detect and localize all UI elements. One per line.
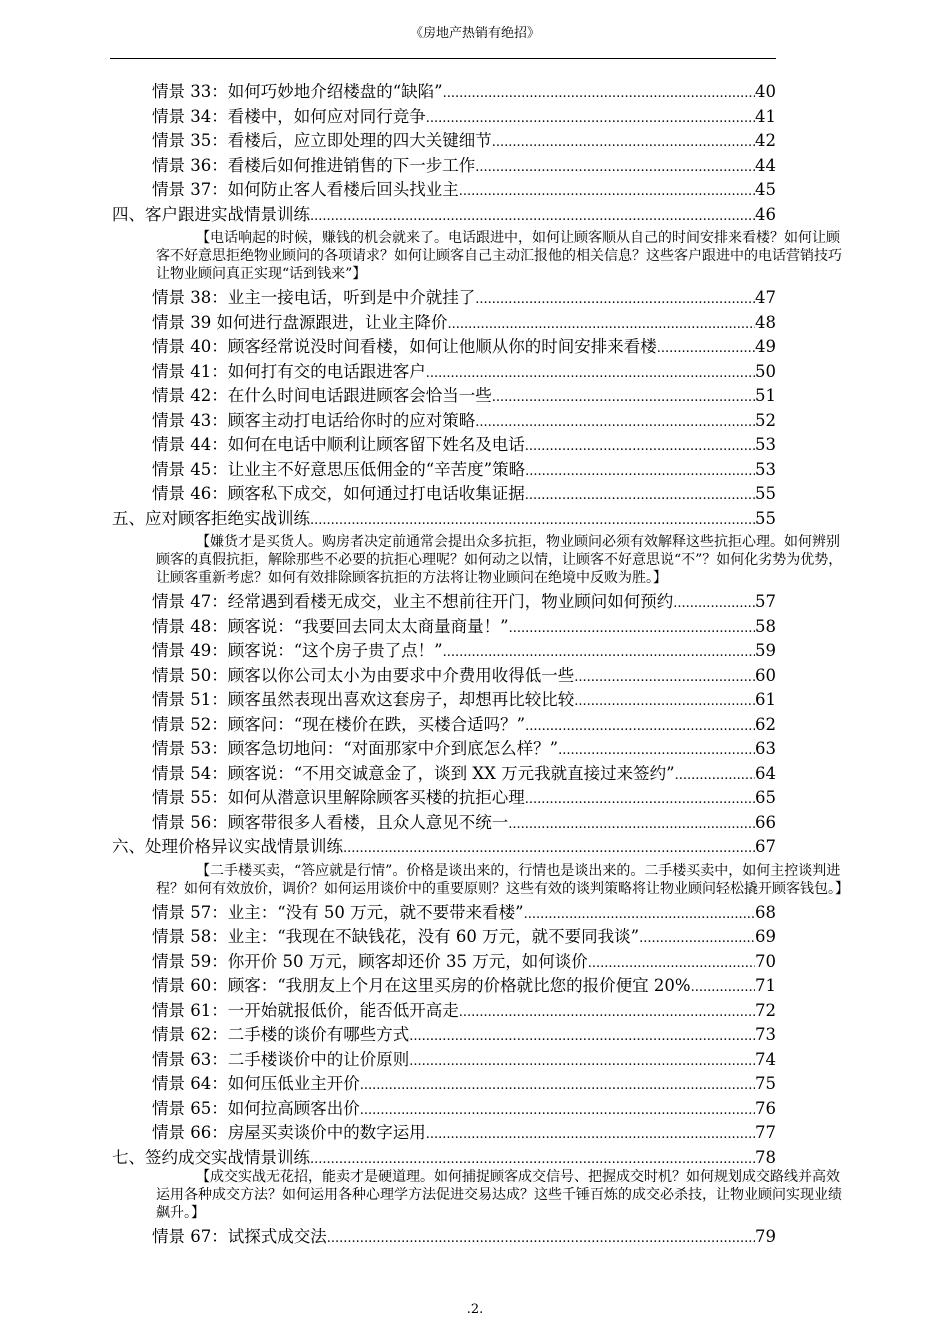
leader-dots xyxy=(525,719,755,734)
entry-label: 情景 61：一开始就报低价，能否低开高走 xyxy=(152,1000,459,1020)
toc-section-5[interactable] xyxy=(0,505,776,530)
page-number: 48 xyxy=(755,312,776,332)
toc-entry[interactable] xyxy=(0,588,776,613)
entry-label: 情景 65：如何拉高顾客出价 xyxy=(152,1098,360,1118)
entry-label: 情景 38：业主一接电话，听到是中介就挂了 xyxy=(152,288,476,307)
page-number: 62 xyxy=(755,714,776,734)
leader-dots xyxy=(525,488,755,503)
section-label: 五、应对顾客拒绝实战训练 xyxy=(112,508,310,528)
entry-label: 情景 56：顾客带很多人看楼，且众人意见不统一 xyxy=(152,812,509,832)
page-number: 77 xyxy=(755,1123,776,1142)
toc-entry[interactable] xyxy=(0,1095,776,1120)
page-number: 45 xyxy=(755,180,776,199)
page-header: 《房地产热销有绝招》 xyxy=(409,26,540,41)
leader-dots xyxy=(673,596,755,611)
entry-label: 情景 40：顾客经常说没时间看楼，如何让他顺从你的时间安排来看楼 xyxy=(152,337,657,356)
leader-dots xyxy=(492,135,755,150)
entry-label: 情景 58：业主：“我现在不缺钱花，没有 60 万元，就不要同我谈” xyxy=(152,927,640,946)
toc-group-4 xyxy=(0,284,950,505)
toc-entry[interactable] xyxy=(0,809,776,834)
entry-label: 情景 47：经常遇到看楼无成交，业主不想前往开门，物业顾问如何预约 xyxy=(152,592,674,611)
leader-dots xyxy=(459,184,755,199)
entry-label: 情景 39 如何进行盘源跟进，让业主降价 xyxy=(152,312,448,332)
page-footer: .2. xyxy=(466,1302,484,1317)
section-description: 【电话响起的时候，赚钱的机会就来了。电话跟进中，如何让顾客顺从自己的时间安排来看楼？如何让顾客不好意思拒绝物业顾问的各项请求？如何让顾客自己主动汇报他的相关信息？这些客户跟进中的电话营销技巧让物业顾问真正实现“话到钱来”】 xyxy=(156,230,842,282)
entry-label: 情景 46：顾客私下成交，如何通过打电话收集证据 xyxy=(152,484,525,503)
leader-dots xyxy=(409,1054,755,1069)
leader-dots xyxy=(691,980,755,995)
toc-entry[interactable] xyxy=(0,784,776,809)
entry-label: 情景 52：顾客问：“现在楼价在跌，买楼合适吗？” xyxy=(152,714,526,734)
page-number: 79 xyxy=(755,1227,776,1246)
page-number: 40 xyxy=(755,82,776,101)
entry-label: 情景 63：二手楼谈价中的让价原则 xyxy=(152,1049,410,1069)
leader-dots xyxy=(426,111,755,126)
entry-label: 情景 43：顾客主动打电话给你时的应对策略 xyxy=(152,410,476,430)
page-number: 50 xyxy=(755,361,776,381)
leader-dots xyxy=(343,841,755,856)
toc-group-3 xyxy=(0,78,950,201)
page-number: 60 xyxy=(755,665,776,685)
entry-label: 情景 55：如何从潜意识里解除顾客买楼的抗拒心理 xyxy=(152,788,525,807)
leader-dots xyxy=(492,390,755,405)
page-number: 68 xyxy=(755,902,776,922)
page-number: 64 xyxy=(755,763,776,783)
page-number: 78 xyxy=(755,1147,776,1167)
page-number: 72 xyxy=(755,1000,776,1020)
leader-dots xyxy=(475,160,755,175)
entry-label: 情景 41：如何打有交的电话跟进客户 xyxy=(152,361,426,381)
page-number: 53 xyxy=(755,459,776,479)
entry-label: 情景 42：在什么时间电话跟进顾客会恰当一些 xyxy=(152,386,492,405)
toc-entry[interactable] xyxy=(0,284,776,309)
toc-entry[interactable] xyxy=(0,456,776,481)
entry-label: 情景 62：二手楼的谈价有哪些方式 xyxy=(152,1025,410,1044)
leader-dots xyxy=(525,464,755,479)
leader-dots xyxy=(426,366,755,381)
toc-entry[interactable] xyxy=(0,1070,776,1095)
page-number: 53 xyxy=(755,435,776,454)
toc-entry[interactable] xyxy=(0,480,776,505)
toc-section-4[interactable] xyxy=(0,201,776,226)
toc-entry[interactable] xyxy=(0,997,776,1022)
toc-entry[interactable] xyxy=(0,662,776,687)
page-number: 47 xyxy=(755,288,776,307)
leader-dots xyxy=(443,86,755,101)
toc-entry[interactable] xyxy=(0,613,776,638)
toc-entry[interactable] xyxy=(0,358,776,383)
toc-entry[interactable] xyxy=(0,431,776,456)
section-description: 【成交实战无花招，能卖才是硬道理。如何捕捉顾客成交信号、把握成交时机？如何规划成交路线并高效运用各种成交方法？如何运用各种心理学方法促进交易达成？这些千锤百炼的成交必杀技，让物业顾问实现业绩飙升。】 xyxy=(156,1169,842,1221)
page-number: 55 xyxy=(755,508,776,528)
page-number: 75 xyxy=(755,1074,776,1093)
page-number: 59 xyxy=(755,641,776,660)
entry-label: 情景 37：如何防止客人看楼后回头找业主 xyxy=(152,180,459,199)
page-number: 44 xyxy=(755,155,776,175)
toc-group-5 xyxy=(0,588,950,833)
leader-dots xyxy=(574,694,755,709)
entry-label: 情景 51：顾客虽然表现出喜欢这套房子，却想再比较比较 xyxy=(152,690,575,709)
leader-dots xyxy=(525,792,755,807)
toc-entry[interactable] xyxy=(0,637,776,662)
leader-dots xyxy=(675,768,755,783)
toc-entry[interactable] xyxy=(0,103,776,128)
page-number: 66 xyxy=(755,812,776,832)
entry-label: 情景 66：房屋买卖谈价中的数字运用 xyxy=(152,1123,426,1142)
toc-section-6[interactable] xyxy=(0,833,776,858)
page-number: 57 xyxy=(755,592,776,611)
page-number: 74 xyxy=(755,1049,776,1069)
toc-entry[interactable] xyxy=(0,1046,776,1071)
section-description: 【二手楼买卖，“答应就是行情”。价格是谈出来的，行情也是谈出来的。二手楼买卖中，如何主控谈判进程？如何有效放价，调价？如何运用谈价中的重要原则？这些有效的谈判策略将让物业顾问轻松撬开顾客钱包。】 xyxy=(156,862,849,897)
entry-label: 情景 50：顾客以你公司太小为由要求中介费用收得低一些 xyxy=(152,665,575,685)
leader-dots xyxy=(459,1005,755,1020)
toc-entry[interactable] xyxy=(0,760,776,785)
toc-entry[interactable] xyxy=(0,735,776,760)
leader-dots xyxy=(443,645,755,660)
leader-dots xyxy=(508,817,755,832)
toc-entry[interactable] xyxy=(0,1119,776,1144)
toc-entry[interactable] xyxy=(0,176,776,201)
leader-dots xyxy=(525,439,755,454)
entry-label: 情景 67：试探式成交法 xyxy=(152,1227,327,1246)
page-number: 46 xyxy=(755,204,776,224)
entry-label: 情景 60：顾客：“我朋友上个月在这里买房的价格就比您的报价便宜 20% xyxy=(152,976,691,995)
entry-label: 情景 49：顾客说：“这个房子贵了点！” xyxy=(152,641,443,660)
leader-dots xyxy=(327,1231,755,1246)
page-number: 61 xyxy=(755,690,776,709)
entry-label: 情景 64：如何压低业主开价 xyxy=(152,1074,360,1093)
toc-entry[interactable] xyxy=(0,686,776,711)
page-number: 41 xyxy=(755,106,776,126)
entry-label: 情景 34：看楼中，如何应对同行竞争 xyxy=(152,106,426,126)
toc-entry[interactable] xyxy=(0,948,776,973)
toc-entry[interactable] xyxy=(0,382,776,407)
entry-label: 情景 44：如何在电话中顺利让顾客留下姓名及电话 xyxy=(152,435,525,454)
page-number: 51 xyxy=(755,386,776,405)
leader-dots xyxy=(448,317,756,332)
page-number: 67 xyxy=(755,837,776,856)
toc-entry[interactable] xyxy=(0,333,776,358)
leader-dots xyxy=(310,1152,755,1167)
toc-entry[interactable] xyxy=(0,972,776,997)
page-number: 52 xyxy=(755,410,776,430)
entry-label: 情景 36：看楼后如何推进销售的下一步工作 xyxy=(152,155,476,175)
leader-dots xyxy=(426,1127,755,1142)
toc-entry[interactable] xyxy=(0,899,776,924)
toc-entry[interactable] xyxy=(0,78,776,103)
leader-dots xyxy=(657,341,755,356)
leader-dots xyxy=(409,1029,755,1044)
toc-entry[interactable] xyxy=(0,127,776,152)
page-number: 49 xyxy=(755,337,776,356)
toc-section-7[interactable] xyxy=(0,1144,776,1169)
section-label: 六、处理价格异议实战情景训练 xyxy=(112,837,343,856)
leader-dots xyxy=(310,513,755,528)
leader-dots xyxy=(558,743,755,758)
toc-entry[interactable] xyxy=(0,407,776,432)
toc-entry[interactable] xyxy=(0,1223,776,1248)
leader-dots xyxy=(360,1103,755,1118)
table-of-contents xyxy=(0,78,950,1248)
page-number: 58 xyxy=(755,616,776,636)
leader-dots xyxy=(475,292,755,307)
leader-dots xyxy=(475,415,755,430)
page-number: 70 xyxy=(755,951,776,971)
page-number: 73 xyxy=(755,1025,776,1044)
entry-label: 情景 57：业主：“没有 50 万元，就不要带来看楼” xyxy=(152,902,524,922)
toc-entry[interactable] xyxy=(0,152,776,177)
page-number: 63 xyxy=(755,739,776,758)
page-number: 76 xyxy=(755,1098,776,1118)
page-number: 71 xyxy=(755,976,776,995)
section-description: 【嫌货才是买货人。购房者决定前通常会提出众多抗拒，物业顾问必须有效解释这些抗拒心理。如何辨别顾客的真假抗拒，解除那些不必要的抗拒心理呢？如何动之以情，让顾客不好意思说“不”？如何化劣势为优势，让顾客重新考虑？如何有效排除顾客抗拒的方法将让物业顾问在绝境中反败为胜。】 xyxy=(156,534,843,586)
toc-group-6 xyxy=(0,899,950,1144)
leader-dots xyxy=(524,907,755,922)
entry-label: 情景 59：你开价 50 万元，顾客却还价 35 万元，如何谈价 xyxy=(152,951,588,971)
entry-label: 情景 53：顾客急切地问：“对面那家中介到底怎么样？” xyxy=(152,739,559,758)
header-rule xyxy=(110,58,776,59)
page-number: 69 xyxy=(755,927,776,946)
page-number: 55 xyxy=(755,484,776,503)
toc-group-7 xyxy=(0,1223,950,1248)
toc-entry[interactable] xyxy=(0,309,776,334)
section-label: 七、签约成交实战情景训练 xyxy=(112,1147,310,1167)
leader-dots xyxy=(639,931,755,946)
entry-label: 情景 33：如何巧妙地介绍楼盘的“缺陷” xyxy=(152,82,443,101)
leader-dots xyxy=(588,956,755,971)
entry-label: 情景 54：顾客说：“不用交诚意金了，谈到 XX 万元我就直接过来签约” xyxy=(152,763,675,783)
leader-dots xyxy=(360,1078,755,1093)
leader-dots xyxy=(310,209,755,224)
entry-label: 情景 48：顾客说：“我要回去同太太商量商量！” xyxy=(152,616,509,636)
toc-entry[interactable] xyxy=(0,1021,776,1046)
leader-dots xyxy=(574,670,755,685)
page-number: 42 xyxy=(755,131,776,150)
page-number: 65 xyxy=(755,788,776,807)
leader-dots xyxy=(509,621,755,636)
entry-label: 情景 35：看楼后，应立即处理的四大关键细节 xyxy=(152,131,492,150)
toc-entry[interactable] xyxy=(0,923,776,948)
section-label: 四、客户跟进实战情景训练 xyxy=(112,204,310,224)
entry-label: 情景 45：让业主不好意思压低佣金的“辛苦度”策略 xyxy=(152,459,526,479)
toc-entry[interactable] xyxy=(0,711,776,736)
